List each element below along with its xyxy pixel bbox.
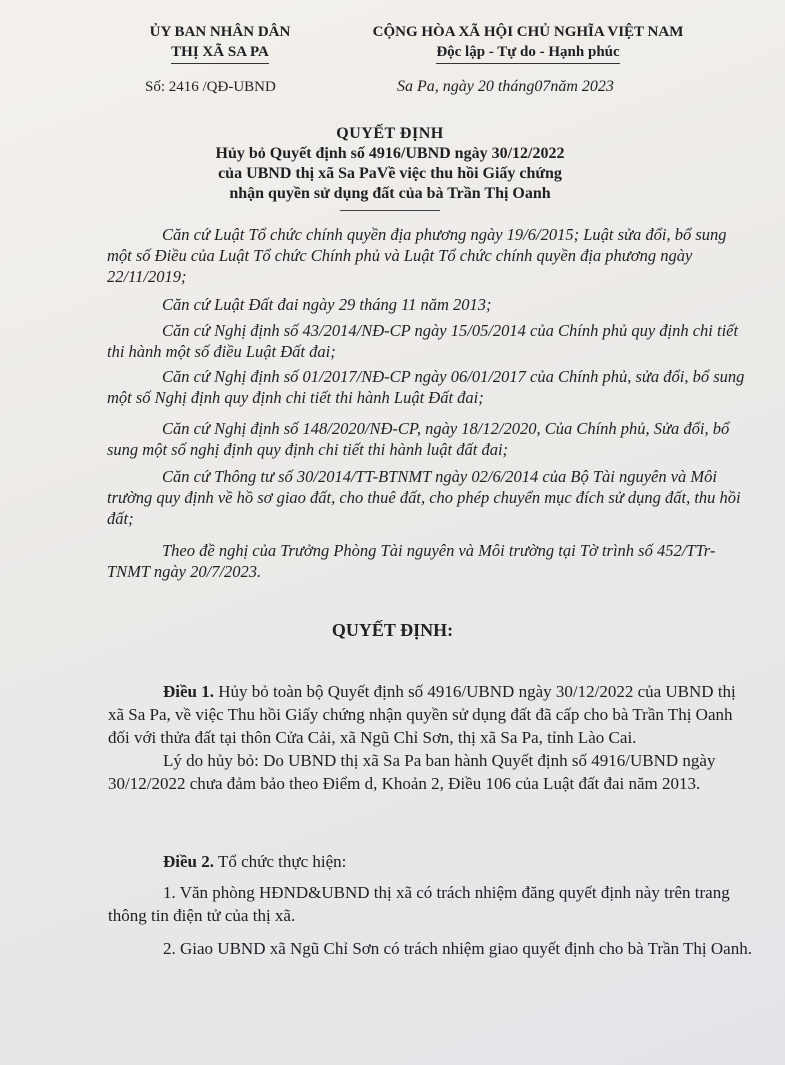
title-divider (340, 210, 440, 211)
article-2-label: Điều 2. (163, 852, 214, 871)
article-1 (108, 680, 753, 795)
title-line-1: QUYẾT ĐỊNH (336, 125, 444, 142)
state-line-2: Độc lập - Tự do - Hạnh phúc (436, 42, 619, 64)
title-line-3: của UBND thị xã Sa PaVề việc thu hồi Giấy chứng (218, 165, 562, 182)
national-heading (338, 22, 718, 64)
place-date: Sa Pa, ngày 20 tháng07năm 2023 (397, 78, 614, 95)
basis-1: Căn cứ Luật Tổ chức chính quyền địa phương ngày 19/6/2015; Luật sửa đổi, bổ sung một số Điều của Luật Tổ chức Chính phủ và Luật Tổ chức chính quyền địa phương ngày 22/11/2019; (107, 225, 727, 286)
article-2-text: Tổ chức thực hiện: (217, 852, 347, 871)
title-line-2: Hủy bỏ Quyết định số 4916/UBND ngày 30/12/2022 (215, 145, 565, 162)
basis-5: Căn cứ Nghị định số 148/2020/NĐ-CP, ngày 18/12/2020, Của Chính phủ, Sửa đổi, bổ sung một số nghị định quy định chi tiết thi hành luật đất đai; (107, 419, 730, 459)
basis-4: Căn cứ Nghị định số 01/2017/NĐ-CP ngày 06/01/2017 của Chính phủ, sửa đổi, bổ sung một số Nghị định quy định chi tiết thi hành Luật Đất đai; (107, 367, 745, 407)
issuing-agency (120, 22, 320, 64)
basis-7: Theo đề nghị của Trưởng Phòng Tài nguyên và Môi trường tại Tờ trình số 452/TTr-TNMT ngày 20/7/2023. (107, 541, 716, 581)
article-2 (108, 850, 753, 960)
article-1-label: Điều 1. (163, 682, 214, 701)
decision-heading: QUYẾT ĐỊNH: (331, 620, 454, 640)
article-1-text: Hủy bỏ toàn bộ Quyết định số 4916/UBND ngày 30/12/2022 của UBND thị xã Sa Pa, về việc Thu hồi Giấy chứng nhận quyền sử dụng đất đã cấp cho bà Trần Thị Oanh đối với thửa đất tại thôn Cửa Cải, xã Ngũ Chỉ Sơn, thị xã Sa Pa, tỉnh Lào Cai. (108, 682, 736, 747)
document-title (160, 124, 620, 204)
basis-6: Căn cứ Thông tư số 30/2014/TT-BTNMT ngày 02/6/2014 của Bộ Tài nguyên và Môi trường quy định về hồ sơ giao đất, cho thuê đất, cho phép chuyển mục đích sử dụng đất, thu hồi đất; (107, 467, 741, 528)
basis-3: Căn cứ Nghị định số 43/2014/NĐ-CP ngày 15/05/2014 của Chính phủ quy định chi tiết thi hành một số điều Luật Đất đai; (107, 321, 739, 361)
document-number: Số: 2416 /QĐ-UBND (145, 79, 276, 95)
state-line-1: CỘNG HÒA XÃ HỘI CHỦ NGHĨA VIỆT NAM (372, 24, 684, 40)
article-1-reason: Lý do hủy bỏ: Do UBND thị xã Sa Pa ban hành Quyết định số 4916/UBND ngày 30/12/2022 chưa đảm bảo theo Điểm d, Khoản 2, Điều 106 của Luật đất đai năm 2013. (108, 751, 716, 793)
agency-line-1: ỦY BAN NHÂN DÂN (149, 24, 291, 40)
article-2-item-1: 1. Văn phòng HĐND&UBND thị xã có trách nhiệm đăng quyết định này trên trang thông tin điện tử của thị xã. (108, 883, 730, 925)
article-2-item-2: 2. Giao UBND xã Ngũ Chỉ Sơn có trách nhiệm giao quyết định cho bà Trần Thị Oanh. (163, 939, 752, 958)
basis-2: Căn cứ Luật Đất đai ngày 29 tháng 11 năm 2013; (162, 295, 492, 314)
agency-line-2: THỊ XÃ SA PA (171, 42, 269, 64)
title-line-4: nhận quyền sử dụng đất của bà Trần Thị Oanh (229, 185, 551, 202)
